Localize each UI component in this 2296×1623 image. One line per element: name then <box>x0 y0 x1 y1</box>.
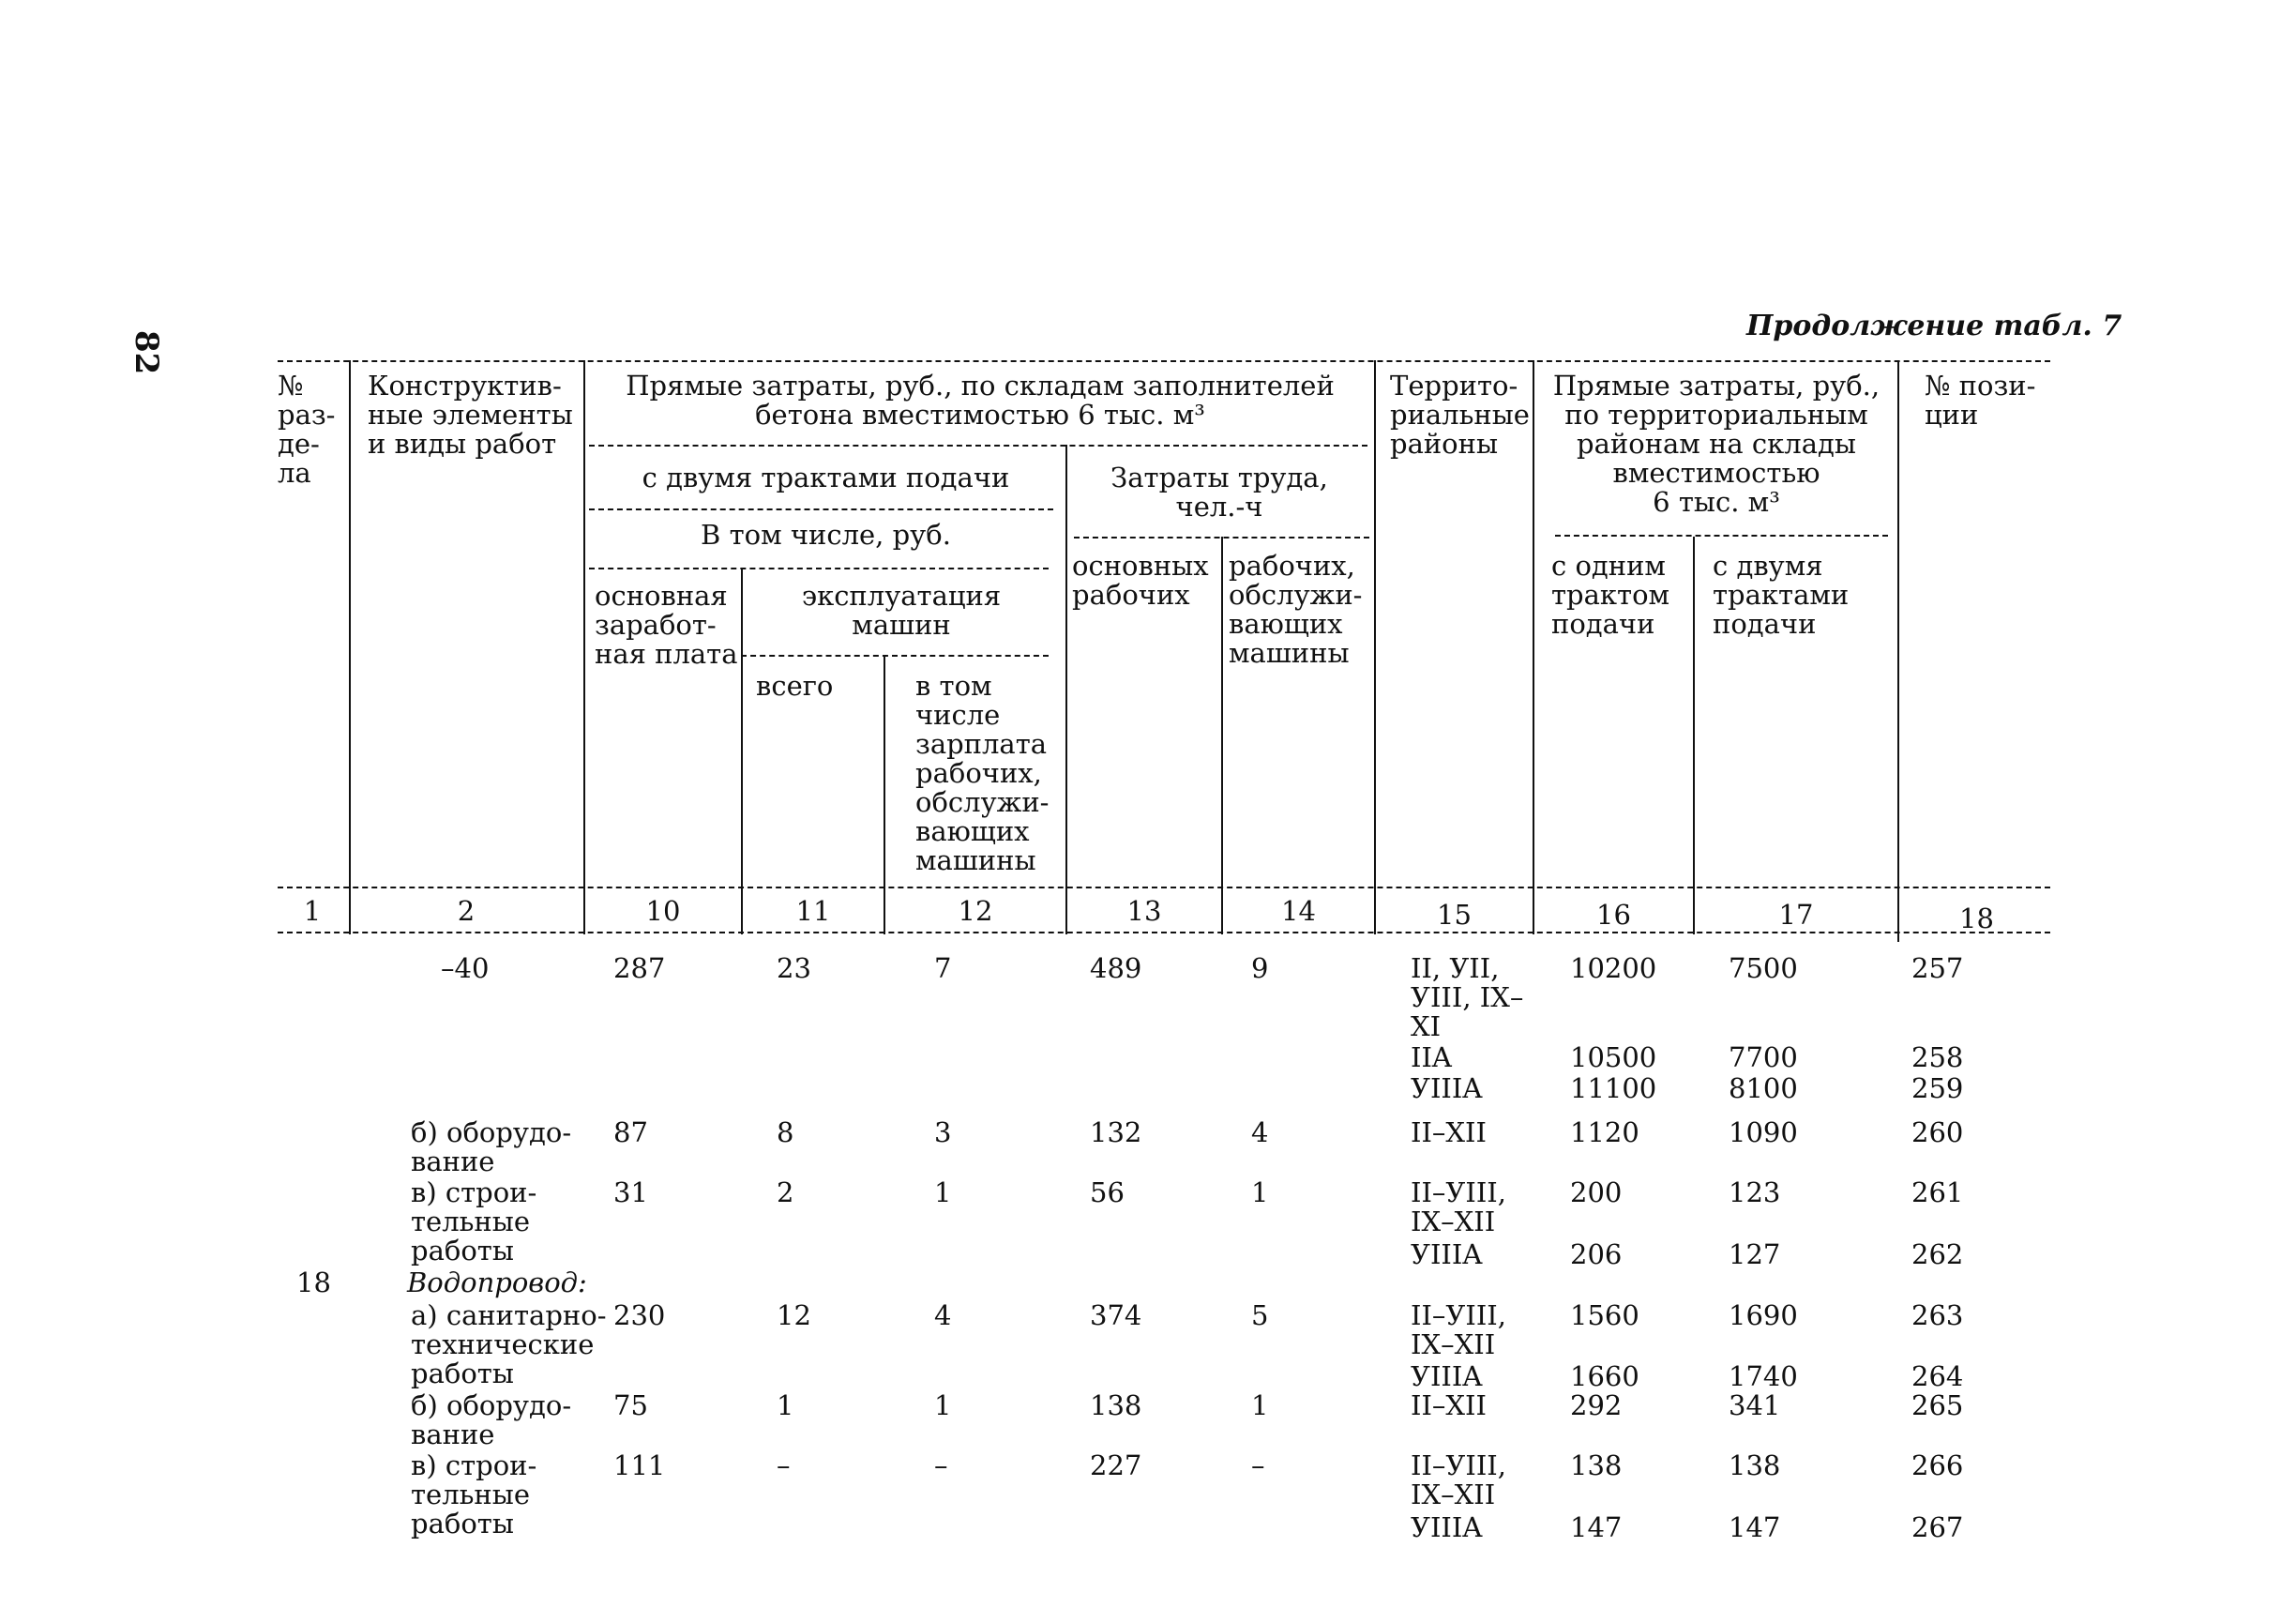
cell-machine-total: 8 <box>777 1116 794 1148</box>
header-labor: Затраты труда, чел.-ч <box>1110 462 1328 523</box>
cell-one-tract: 200 <box>1570 1176 1623 1208</box>
section-number: 18 <box>296 1267 331 1298</box>
cell-position: 265 <box>1911 1389 1964 1421</box>
cell-machine-total: 12 <box>777 1299 811 1331</box>
header-territorial: Террито- риальные районы <box>1390 370 1530 460</box>
column-number: 12 <box>958 895 993 927</box>
header-base-salary: основная заработ- ная плата <box>595 580 738 670</box>
column-number: 15 <box>1437 899 1472 931</box>
cell-two-tract: 7500 <box>1729 952 1798 984</box>
cell-position: 262 <box>1911 1238 1964 1270</box>
cell-machine-wages: 3 <box>934 1116 952 1148</box>
cell-two-tract: 7700 <box>1729 1041 1798 1073</box>
cell-two-tract: 123 <box>1729 1176 1781 1208</box>
header-direct-costs: Прямые затраты, руб., по складам заполнителей бетона вместимостью 6 тыс. м³ <box>626 370 1335 431</box>
cell-base-salary: 287 <box>613 952 666 984</box>
cell-position: 264 <box>1911 1360 1964 1392</box>
cell-one-tract: 11100 <box>1570 1072 1657 1104</box>
row-element-name: б) оборудо- вание <box>411 1116 572 1177</box>
header-total: всего <box>756 670 834 702</box>
cell-machine-total: – <box>777 1449 791 1481</box>
header-service-workers: рабочих, обслужи- вающих машины <box>1229 550 1363 669</box>
cell-position: 257 <box>1911 952 1964 984</box>
cell-one-tract: 292 <box>1570 1389 1623 1421</box>
cell-service-workers: 4 <box>1251 1116 1269 1148</box>
cell-two-tract: 147 <box>1729 1511 1781 1543</box>
cell-region: IIA <box>1411 1041 1452 1073</box>
cell-service-workers: 1 <box>1251 1176 1269 1208</box>
header-section-number: № раз- де- ла <box>278 370 336 489</box>
cell-one-tract: 1120 <box>1570 1116 1639 1148</box>
cell-main-workers: 374 <box>1090 1299 1142 1331</box>
header-one-tract: с одним трактом подачи <box>1551 550 1670 640</box>
cell-position: 260 <box>1911 1116 1964 1148</box>
column-number: 10 <box>645 895 681 927</box>
cell-region: II–УIII, IX–XII <box>1411 1176 1506 1237</box>
cell-main-workers: 138 <box>1090 1389 1142 1421</box>
header-two-tract: с двумя трактами подачи <box>1713 550 1850 640</box>
cell-main-workers: 227 <box>1090 1449 1142 1481</box>
cell-machine-total: 23 <box>777 952 811 984</box>
cell-two-tract: 8100 <box>1729 1072 1798 1104</box>
row-element-name: а) санитарно- технические работы <box>411 1299 607 1389</box>
cell-one-tract: 1560 <box>1570 1299 1639 1331</box>
cell-two-tract: 127 <box>1729 1238 1781 1270</box>
column-number: 18 <box>1959 903 1994 934</box>
cell-position: 259 <box>1911 1072 1964 1104</box>
cell-machine-wages: – <box>934 1449 948 1481</box>
column-number: 1 <box>303 895 322 927</box>
table-continuation-caption: Продолжение табл. 7 <box>1746 310 2122 342</box>
cell-main-workers: 489 <box>1090 952 1142 984</box>
row-element-name: в) строи- тельные работы <box>411 1449 537 1540</box>
cell-machine-wages: 7 <box>934 952 952 984</box>
cell-two-tract: 1090 <box>1729 1116 1798 1148</box>
cell-base-salary: 111 <box>613 1449 666 1481</box>
cell-machine-total: 2 <box>777 1176 794 1208</box>
cell-service-workers: 9 <box>1251 952 1269 984</box>
cell-machine-total: 1 <box>777 1389 794 1421</box>
cell-position: 261 <box>1911 1176 1964 1208</box>
header-elements: Конструктив- ные элементы и виды работ <box>368 370 573 460</box>
header-direct-territorial: Прямые затраты, руб., по территориальным районам на склады вместимостью 6 тыс. м³ <box>1552 370 1881 518</box>
cell-region: II–УIII, IX–XII <box>1411 1449 1506 1510</box>
cell-position: 263 <box>1911 1299 1964 1331</box>
cell-base-salary: 87 <box>613 1116 648 1148</box>
header-incl-rub: В том числе, руб. <box>701 519 951 551</box>
cell-region: II–УIII, IX–XII <box>1411 1299 1506 1360</box>
cell-base-salary: 230 <box>613 1299 666 1331</box>
column-number: 2 <box>457 895 476 927</box>
cell-region: II, УII, УIII, IX– XI <box>1411 952 1524 1042</box>
cell-two-tract: 1690 <box>1729 1299 1798 1331</box>
header-machine-operation: эксплуатация машин <box>801 580 1002 641</box>
header-position: № пози- ции <box>1925 370 2036 431</box>
cell-one-tract: 10500 <box>1570 1041 1657 1073</box>
cell-service-workers: 1 <box>1251 1389 1269 1421</box>
cell-region: II–XII <box>1411 1116 1487 1148</box>
section-title: Водопровод: <box>407 1267 587 1298</box>
column-number: 14 <box>1281 895 1316 927</box>
cell-position: 258 <box>1911 1041 1964 1073</box>
header-incl-wages: в том числе зарплата рабочих, обслужи- вающих машины <box>915 670 1050 876</box>
cell-one-tract: 10200 <box>1570 952 1657 984</box>
cell-service-workers: – <box>1251 1449 1265 1481</box>
cell-two-tract: 341 <box>1729 1389 1781 1421</box>
cell-region: УIIIA <box>1411 1360 1483 1392</box>
cell-machine-wages: 1 <box>934 1389 952 1421</box>
cell-base-salary: 75 <box>613 1389 648 1421</box>
cell-region: II–XII <box>1411 1389 1487 1421</box>
cell-region: УIIIA <box>1411 1072 1483 1104</box>
cell-one-tract: 1660 <box>1570 1360 1639 1392</box>
column-number: 17 <box>1778 899 1814 931</box>
column-number: 16 <box>1596 899 1631 931</box>
column-number: 13 <box>1126 895 1162 927</box>
cell-region: УIIIA <box>1411 1511 1483 1543</box>
cell-main-workers: 132 <box>1090 1116 1142 1148</box>
cell-one-tract: 147 <box>1570 1511 1623 1543</box>
row-element-name: б) оборудо- вание <box>411 1389 572 1450</box>
row-element-name: –40 <box>441 952 490 984</box>
row-element-name: в) строи- тельные работы <box>411 1176 537 1267</box>
cell-two-tract: 138 <box>1729 1449 1781 1481</box>
cell-main-workers: 56 <box>1090 1176 1125 1208</box>
cell-machine-wages: 4 <box>934 1299 952 1331</box>
cell-region: УIIIA <box>1411 1238 1483 1270</box>
cell-one-tract: 138 <box>1570 1449 1623 1481</box>
cell-two-tract: 1740 <box>1729 1360 1798 1392</box>
cell-machine-wages: 1 <box>934 1176 952 1208</box>
cell-position: 267 <box>1911 1511 1964 1543</box>
header-main-workers: основных рабочих <box>1072 550 1209 611</box>
page-number: 82 <box>128 330 165 375</box>
cell-position: 266 <box>1911 1449 1964 1481</box>
column-number: 11 <box>795 895 831 927</box>
cell-one-tract: 206 <box>1570 1238 1623 1270</box>
header-two-tracts: с двумя трактами подачи <box>642 462 1010 493</box>
cell-base-salary: 31 <box>613 1176 648 1208</box>
cell-service-workers: 5 <box>1251 1299 1269 1331</box>
